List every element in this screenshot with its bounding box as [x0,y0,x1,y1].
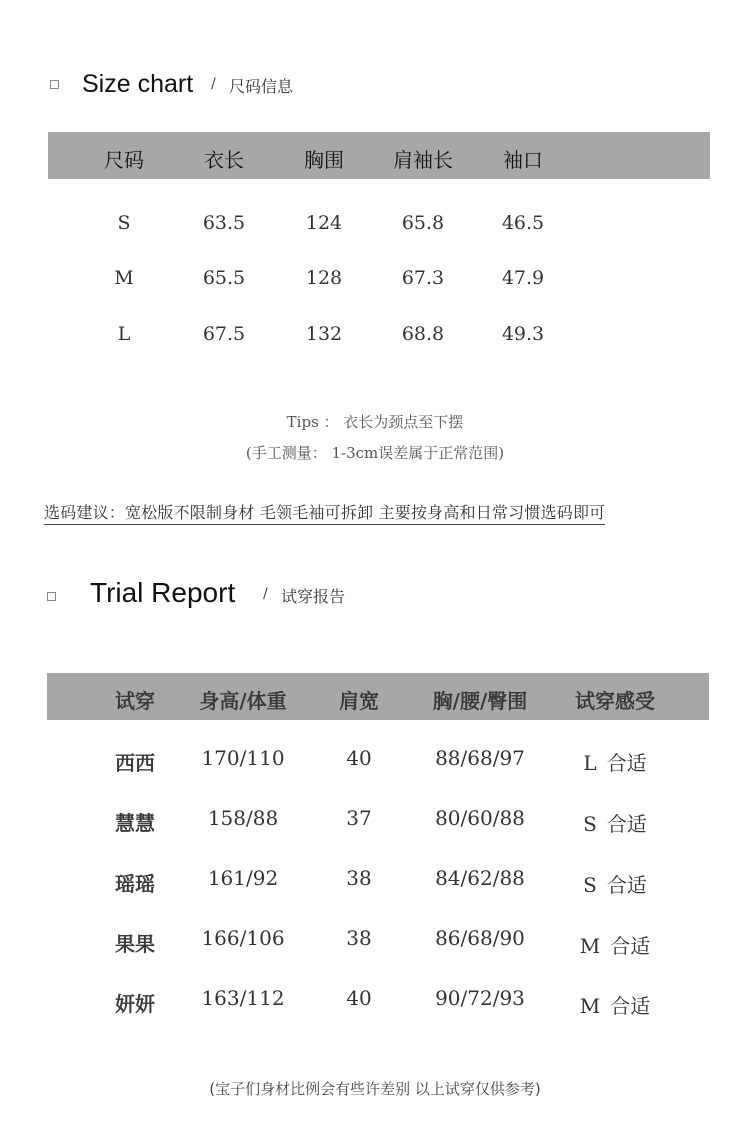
size-cell: 46.5 [501,212,545,234]
tips-line-1: Tips ： 衣长为颈点至下摆 [286,413,464,431]
trial-height-weight: 170/110 [201,746,285,770]
size-cell: 67.5 [202,323,246,345]
size-chart-title: Size chart [82,70,194,98]
trial-fit-feeling: 合适 [606,873,647,897]
size-header-shoulder-sleeve: 肩袖长 [393,148,453,172]
size-cell: 128 [305,267,343,289]
trial-fit [560,869,670,898]
trial-name: 妍妍 [115,992,155,1016]
trial-name: 慧慧 [115,811,155,835]
size-header-length: 衣长 [204,148,244,172]
trial-bwh: 88/68/97 [435,746,525,770]
title-separator: / [211,76,216,92]
trial-bwh: 86/68/90 [435,926,525,950]
size-header-size: 尺码 [104,148,144,172]
trial-fit-size: S [583,812,597,836]
trial-fit-size: L [583,751,597,775]
size-header-cuff: 袖口 [503,148,543,172]
trial-footnote: (宝子们身材比例会有些许差别 以上试穿仅供参考) [209,1080,541,1098]
trial-name: 果果 [115,932,155,956]
trial-height-weight: 166/106 [201,926,285,950]
trial-fit [560,990,670,1019]
size-cell: 65.5 [202,267,246,289]
title-separator: / [263,586,268,602]
size-cell: 124 [305,212,343,234]
trial-report-title: Trial Report [90,577,236,608]
size-cell: 49.3 [501,323,545,345]
trial-fit [560,930,670,959]
trial-fit-feeling: 合适 [606,812,647,836]
size-cell: S [117,212,131,234]
size-cell: 132 [305,323,343,345]
trial-fit-feeling: 合适 [610,934,651,958]
size-chart-subtitle: 尺码信息 [229,77,294,96]
trial-shoulder: 40 [346,746,372,770]
trial-fit-feeling: 合适 [606,751,647,775]
trial-shoulder: 38 [346,866,372,890]
trial-height-weight: 163/112 [201,986,285,1010]
trial-fit [560,747,670,776]
size-cell: M [114,267,134,289]
trial-shoulder: 38 [346,926,372,950]
trial-name: 瑶瑶 [115,872,155,896]
size-cell: 65.8 [401,212,445,234]
size-header-chest: 胸围 [304,148,344,172]
trial-fit-size: M [579,994,601,1018]
bullet-square-icon [50,80,59,89]
trial-height-weight: 158/88 [207,806,279,830]
trial-name: 西西 [115,751,155,775]
trial-header-tester: 试穿 [115,689,155,713]
trial-shoulder: 37 [346,806,372,830]
size-cell: L [117,323,131,345]
trial-report-subtitle: 试穿报告 [281,587,346,606]
trial-height-weight: 161/92 [207,866,279,890]
trial-bwh: 84/62/88 [435,866,525,890]
trial-bwh: 90/72/93 [435,986,525,1010]
tips-line-2: (手工测量： 1-3cm误差属于正常范围) [245,444,505,462]
size-cell: 68.8 [401,323,445,345]
size-advice: 选码建议：宽松版不限制身材 毛领毛袖可拆卸 主要按身高和日常习惯选码即可 [44,500,605,525]
trial-shoulder: 40 [346,986,372,1010]
trial-fit-size: S [583,873,597,897]
trial-header-shoulder: 肩宽 [339,689,379,713]
trial-bwh: 80/60/88 [435,806,525,830]
trial-fit-size: M [579,934,601,958]
size-cell: 47.9 [501,267,545,289]
trial-fit [560,808,670,837]
size-cell: 63.5 [202,212,246,234]
trial-header-height-weight: 身高/体重 [199,689,287,713]
trial-header-bwh: 胸/腰/臀围 [432,689,528,713]
size-cell: 67.3 [401,267,445,289]
bullet-square-icon [47,592,56,601]
trial-fit-feeling: 合适 [610,994,651,1018]
trial-header-feeling: 试穿感受 [575,689,655,713]
